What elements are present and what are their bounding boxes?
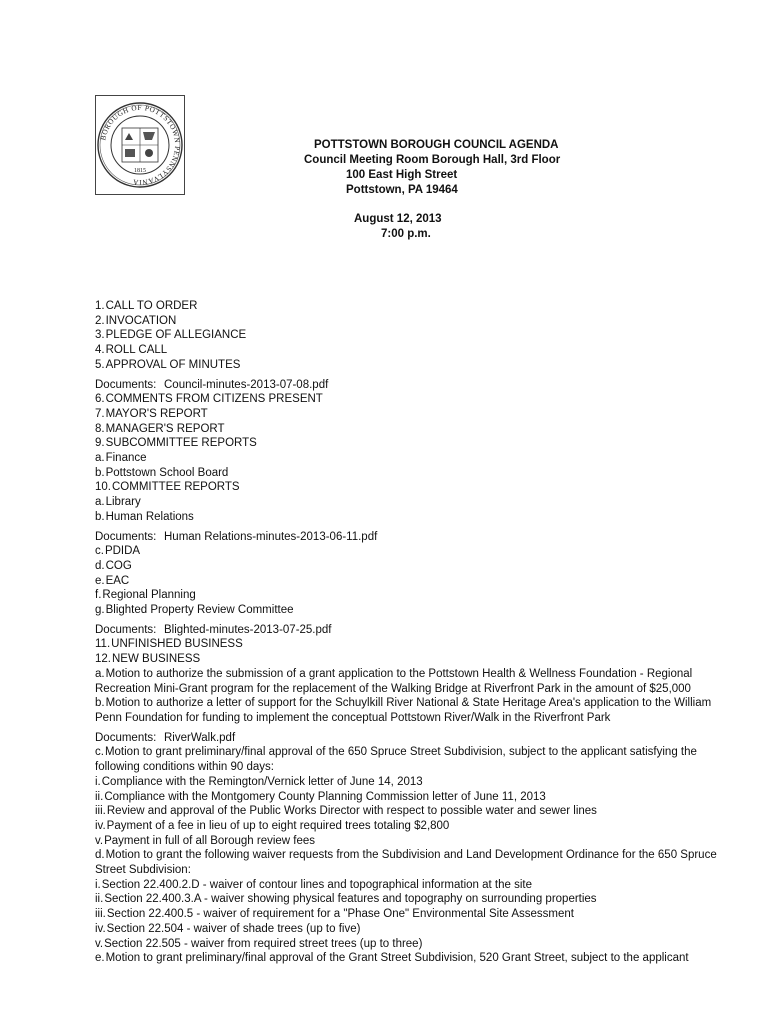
agenda-item: b.Human Relations — [95, 510, 194, 523]
meeting-time: 7:00 p.m. — [381, 228, 431, 240]
agenda-item: v.Payment in full of all Borough review fees — [95, 834, 316, 847]
agenda-item: v.Section 22.505 - waiver from required street trees (up to three) — [95, 937, 423, 950]
document-row — [95, 530, 735, 545]
agenda-item: 5.APPROVAL OF MINUTES — [95, 358, 241, 371]
agenda-item: 8.MANAGER'S REPORT — [95, 422, 225, 435]
agenda-item: e.EAC — [95, 574, 130, 587]
agenda-item: i.Section 22.400.2.D - waiver of contour lines and topographical information at the site — [95, 878, 532, 891]
documents-label: Documents: — [95, 623, 157, 636]
city-state-zip: Pottstown, PA 19464 — [346, 184, 458, 196]
seal-text: BOROUGH OF POTTSTOWN PENNSYLVANIA — [99, 103, 182, 187]
agenda-item: ii.Compliance with the Montgomery County Planning Commission letter of June 11, 2013 — [95, 790, 546, 803]
document-link[interactable]: Blighted-minutes-2013-07-25.pdf — [164, 623, 332, 636]
agenda-item: iv.Payment of a fee in lieu of up to eight required trees totaling $2,800 — [95, 819, 450, 832]
agenda-item: 4.ROLL CALL — [95, 344, 168, 357]
agenda-list — [95, 299, 735, 966]
agenda-item: e.Motion to grant preliminary/final approval of the Grant Street Subdivision, 520 Grant Street, subject to the applicant — [95, 952, 689, 965]
agenda-item: a.Library — [95, 496, 141, 509]
documents-label: Documents: — [95, 378, 157, 391]
agenda-item: d.Motion to grant the following waiver requests from the Subdivision and Land Development Ordinance for the 650 Spruce Street Subdivision: — [95, 849, 717, 877]
agenda-item: 12.NEW BUSINESS — [95, 653, 201, 666]
documents-label: Documents: — [95, 731, 157, 744]
agenda-item: 2.INVOCATION — [95, 314, 177, 327]
agenda-item: 1.CALL TO ORDER — [95, 300, 198, 312]
agenda-item: b.Pottstown School Board — [95, 466, 229, 479]
agenda-item: a.Finance — [95, 452, 147, 465]
meeting-location: Council Meeting Room Borough Hall, 3rd Floor — [304, 154, 561, 166]
agenda-item: b.Motion to authorize a letter of support for the Schuylkill River National & State Heritage Area's application to the William Penn Foundation for funding to implement the conceptual Pottstown River/Walk in the Riverfront Park — [95, 697, 712, 724]
document-row — [95, 623, 735, 638]
document-link[interactable]: Council-minutes-2013-07-08.pdf — [164, 378, 329, 391]
agenda-item: 10.COMMITTEE REPORTS — [95, 481, 240, 494]
agenda-item: i.Compliance with the Remington/Vernick letter of June 14, 2013 — [95, 775, 423, 788]
agenda-item: a.Motion to authorize the submission of a grant application to the Pottstown Health & Wellness Foundation - Regional Recreation Mini-Grant program for the replacement of the Walking Bridge at Riverfront Park in the amount of $25,000 — [95, 667, 693, 695]
seal-year: 1815 — [134, 168, 146, 174]
agenda-item: iii.Section 22.400.5 - waiver of requirement for a "Phase One" Environmental Site Assessment — [95, 908, 575, 921]
agenda-item: 3.PLEDGE OF ALLEGIANCE — [95, 329, 247, 342]
agenda-item: f.Regional Planning — [95, 589, 196, 602]
borough-seal — [95, 95, 185, 195]
document-row — [95, 731, 735, 746]
street-address: 100 East High Street — [346, 169, 458, 181]
document-row — [95, 378, 735, 393]
seal-emblem-icon — [96, 96, 184, 194]
agenda-item: 6.COMMENTS FROM CITIZENS PRESENT — [95, 393, 323, 406]
agenda-item: c.PDIDA — [95, 545, 141, 558]
meeting-date: August 12, 2013 — [354, 213, 442, 225]
documents-label: Documents: — [95, 530, 157, 543]
agenda-item: d.COG — [95, 559, 132, 572]
agenda-item: g.Blighted Property Review Committee — [95, 604, 294, 617]
agenda-item: ii.Section 22.400.3.A - waiver showing physical features and topography on surrounding properties — [95, 893, 597, 906]
agenda-item: c.Motion to grant preliminary/final approval of the 650 Spruce Street Subdivision, subject to the applicant satisfying the following conditions within 90 days: — [95, 746, 697, 774]
agenda-item: 7.MAYOR'S REPORT — [95, 407, 208, 420]
document-link[interactable]: RiverWalk.pdf — [164, 731, 236, 744]
agenda-item: iv.Section 22.504 - waiver of shade trees (up to five) — [95, 922, 361, 935]
agenda-item: iii.Review and approval of the Public Works Director with respect to possible water and sewer lines — [95, 805, 597, 818]
agenda-item: 9.SUBCOMMITTEE REPORTS — [95, 437, 257, 450]
agenda-item: 11.UNFINISHED BUSINESS — [95, 638, 243, 651]
agenda-title: POTTSTOWN BOROUGH COUNCIL AGENDA — [314, 139, 559, 151]
document-link[interactable]: Human Relations-minutes-2013-06-11.pdf — [164, 530, 378, 543]
